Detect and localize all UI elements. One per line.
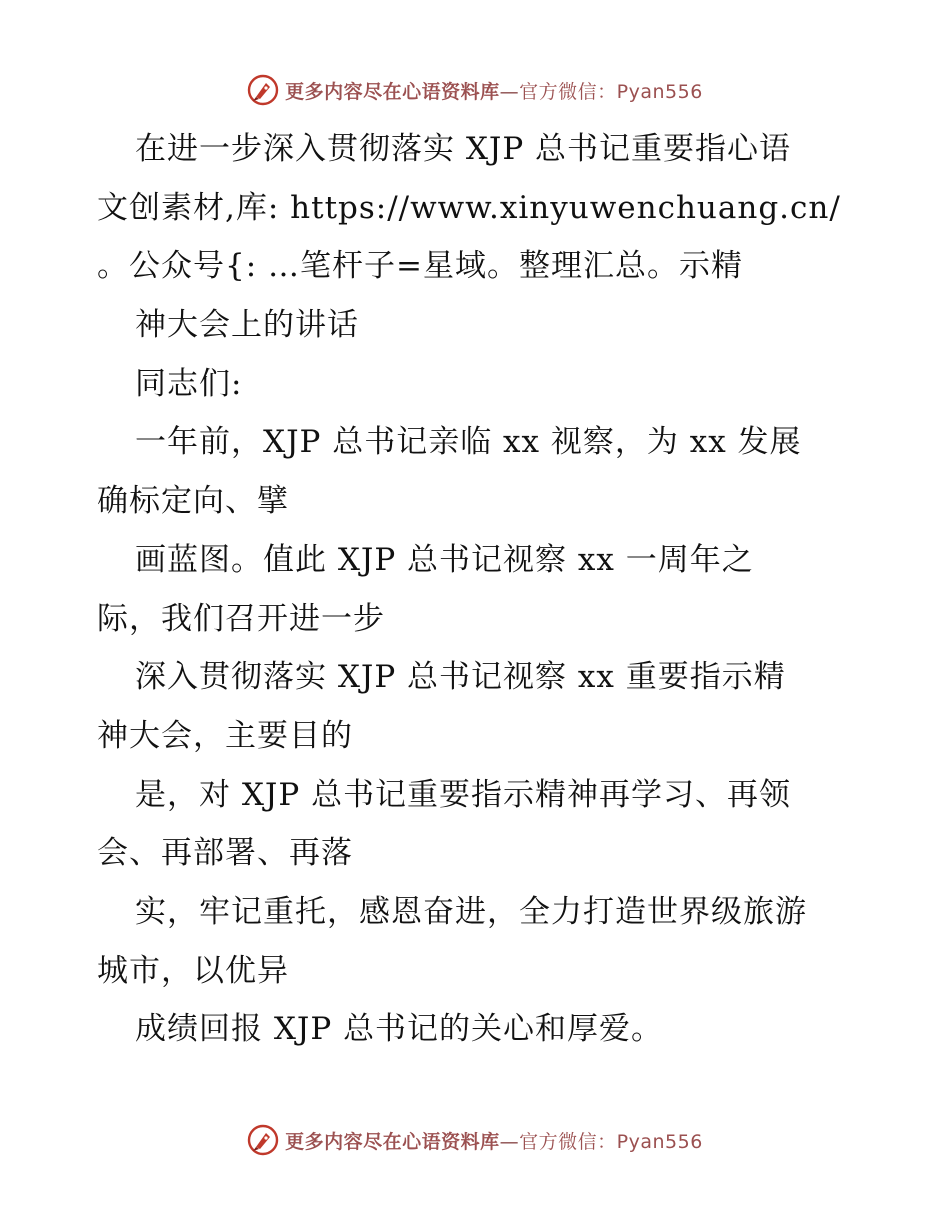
text-line: 深入贯彻落实 XJP 总书记视察 xx 重要指示精 <box>135 659 786 696</box>
banner-wechat-text: 官方微信：Pyan556 <box>519 1130 703 1153</box>
text-line: 成绩回报 XJP 总书记的关心和厚爱。 <box>135 1011 664 1048</box>
banner-main-text: 更多内容尽在心语资料库 <box>285 1130 500 1153</box>
pen-nib-icon <box>247 74 279 106</box>
header-banner <box>0 70 950 110</box>
text-line: 一年前，XJP 总书记亲临 xx 视察，为 xx 发展 <box>135 424 802 461</box>
text-line: 实，牢记重托，感恩奋进，全力打造世界级旅游 <box>135 893 807 930</box>
text-line: 城市，以优异 <box>97 952 289 989</box>
text-line: 是，对 XJP 总书记重要指示精神再学习、再领 <box>135 776 792 813</box>
text-line: 文创素材,库: https://www.xinyuwenchuang.cn/ <box>97 189 841 226</box>
banner-wechat-text: 官方微信：Pyan556 <box>519 80 703 103</box>
text-line: 确标定向、擘 <box>97 483 289 520</box>
text-line: 同志们: <box>135 365 243 402</box>
banner-main-text: 更多内容尽在心语资料库 <box>285 80 500 103</box>
document-body <box>97 120 857 1059</box>
text-line: 际，我们召开进一步 <box>97 600 385 637</box>
text-line: 神大会，主要目的 <box>97 717 353 754</box>
text-line: 。公众号{: …笔杆子=星域。整理汇总。示精 <box>97 248 743 285</box>
footer-banner <box>0 1120 950 1160</box>
banner-text <box>285 77 703 104</box>
pen-nib-icon <box>247 1124 279 1156</box>
banner-separator: — <box>499 80 520 103</box>
text-line: 在进一步深入贯彻落实 XJP 总书记重要指心语 <box>135 131 792 167</box>
banner-separator: — <box>499 1130 520 1153</box>
text-line: 画蓝图。值此 XJP 总书记视察 xx 一周年之 <box>135 541 754 578</box>
banner-text <box>285 1127 703 1154</box>
text-line: 会、再部署、再落 <box>97 835 353 872</box>
text-line: 神大会上的讲话 <box>135 307 359 344</box>
